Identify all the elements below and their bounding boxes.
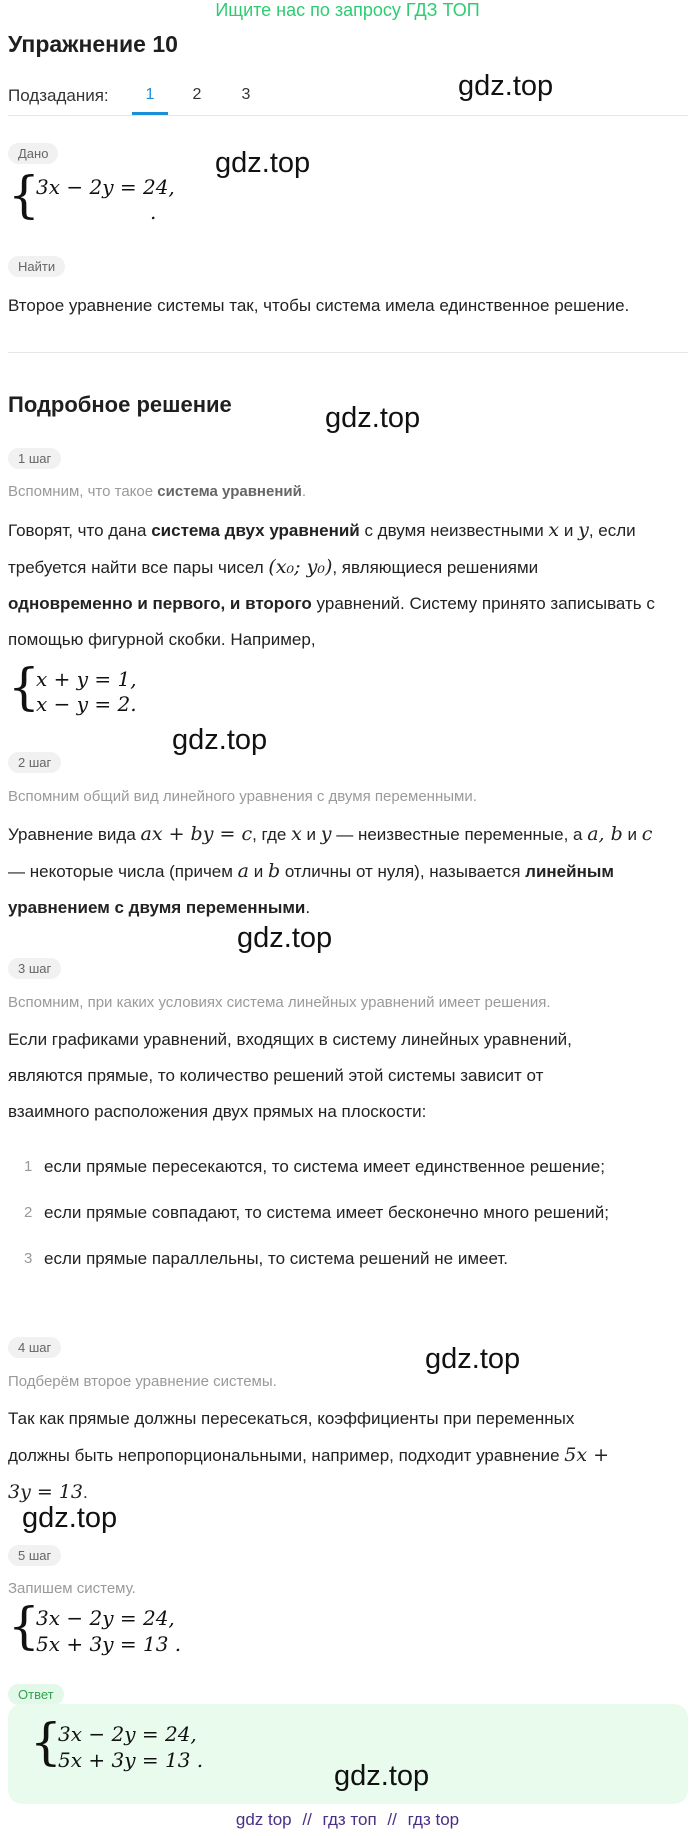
step-4-hint: Подберём второе уравнение системы. (8, 1373, 277, 1390)
given-badge-label: Дано (8, 143, 58, 164)
step-2-paragraph: Уравнение вида ax + by = c, где x и y — неизвестные переменные, а a, b и c — некоторые числа (причем a и b отличны от нуля), называется линейным уравнением с двумя переменными. (8, 823, 653, 917)
list-item: 3 (24, 1250, 33, 1267)
solution-heading: Подробное решение (8, 392, 232, 417)
step-2-badge-label: 2 шаг (8, 752, 61, 773)
tab-subtask-3[interactable]: 3 (241, 86, 251, 103)
step-2-badge (8, 752, 61, 773)
step-4-badge-label: 4 шаг (8, 1337, 61, 1358)
brace-icon: { (8, 658, 40, 716)
step-3-hint: Вспомним, при каких условиях система линейных уравнений имеет решения. (8, 994, 551, 1011)
given-badge (8, 143, 58, 164)
step-4-badge (8, 1337, 61, 1358)
list-item: 1 (24, 1158, 33, 1175)
step-5-hint: Запишем систему. (8, 1580, 136, 1597)
brace-icon: { (8, 166, 40, 224)
step-5-badge-label: 5 шаг (8, 1545, 61, 1566)
given-equation-1: 3x − 2y = 24, (36, 175, 175, 199)
list-item-text: если прямые параллельны, то система решений не имеет. (44, 1249, 508, 1268)
list-item-text: если прямые пересекаются, то система имеет единственное решение; (44, 1157, 605, 1176)
footer-link-gdz-top-ru[interactable]: гдз топ (322, 1810, 377, 1829)
watermark: gdz.top (22, 1502, 118, 1534)
watermark: gdz.top (237, 922, 333, 954)
active-tab-indicator (132, 112, 168, 115)
answer-equation-2: 5x + 3y = 13 . (58, 1748, 204, 1772)
watermark: gdz.top (215, 147, 311, 179)
example-equation-2: x − y = 2. (36, 692, 137, 716)
step-3-badge-label: 3 шаг (8, 958, 61, 979)
find-text: Второе уравнение системы так, чтобы система имела единственное решение. (8, 296, 630, 315)
tab-subtask-1[interactable]: 1 (145, 86, 155, 103)
footer-link-gdz-top[interactable]: gdz top (235, 1810, 292, 1829)
step-1-badge (8, 448, 61, 469)
footer-separator: // (387, 1810, 397, 1829)
find-badge (8, 256, 65, 277)
find-badge-label: Найти (8, 256, 65, 277)
solution-equation-2: 5x + 3y = 13 . (36, 1632, 182, 1656)
answer-badge-label: Ответ (8, 1684, 64, 1705)
step-1-hint: Вспомним, что такое система уравнений. (8, 483, 307, 500)
solution-equation-1: 3x − 2y = 24, (36, 1606, 175, 1630)
footer-separator: // (302, 1810, 312, 1829)
subtasks-label: Подзадания: (8, 86, 109, 105)
watermark: gdz.top (334, 1760, 430, 1792)
example-equation-1: x + y = 1, (36, 667, 137, 691)
watermark: gdz.top (425, 1343, 521, 1375)
brace-icon: { (8, 1597, 40, 1655)
watermark: gdz.top (458, 70, 554, 102)
step-1-badge-label: 1 шаг (8, 448, 61, 469)
brace-icon: { (30, 1713, 62, 1771)
list-item-text: если прямые совпадают, то система имеет бесконечно много решений; (44, 1203, 609, 1222)
section-divider (8, 352, 688, 353)
step-5-badge (8, 1545, 61, 1566)
watermark: gdz.top (325, 402, 421, 434)
tab-subtask-2[interactable]: 2 (192, 86, 202, 103)
page-title: Упражнение 10 (8, 31, 178, 57)
step-1-paragraph: Говорят, что дана система двух уравнений с двумя неизвестными x и y, если требуется найти все пары чисел (x₀; y₀), являющиеся решениями одновременно и первого, и второго уравнений. Систему принято записывать с помощью фигурной скобки. Например, (8, 519, 655, 649)
answer-badge (8, 1684, 64, 1705)
step-4-paragraph: Так как прямые должны пересекаться, коэффициенты при переменных должны быть непропорциональными, например, подходит уравнение 5x + 3y = 13. (8, 1409, 610, 1503)
list-item: 2 (24, 1204, 33, 1221)
step-2-hint: Вспомним общий вид линейного уравнения с двумя переменными. (8, 788, 477, 805)
answer-equation-1: 3x − 2y = 24, (58, 1722, 197, 1746)
step-3-paragraph: Если графиками уравнений, входящих в систему линейных уравнений, являются прямые, то количество решений этой системы зависит от взаимного расположения двух прямых на плоскости: (8, 1030, 572, 1121)
watermark: gdz.top (172, 724, 268, 756)
footer-links (0, 1810, 695, 1830)
tabs-divider (8, 115, 688, 116)
footer-link-gdz-top-mixed[interactable]: гдз top (407, 1810, 460, 1829)
promo-banner[interactable]: Ищите нас по запросу ГДЗ ТОП (215, 0, 480, 20)
step-3-badge (8, 958, 61, 979)
given-equation-2: . (150, 200, 157, 224)
